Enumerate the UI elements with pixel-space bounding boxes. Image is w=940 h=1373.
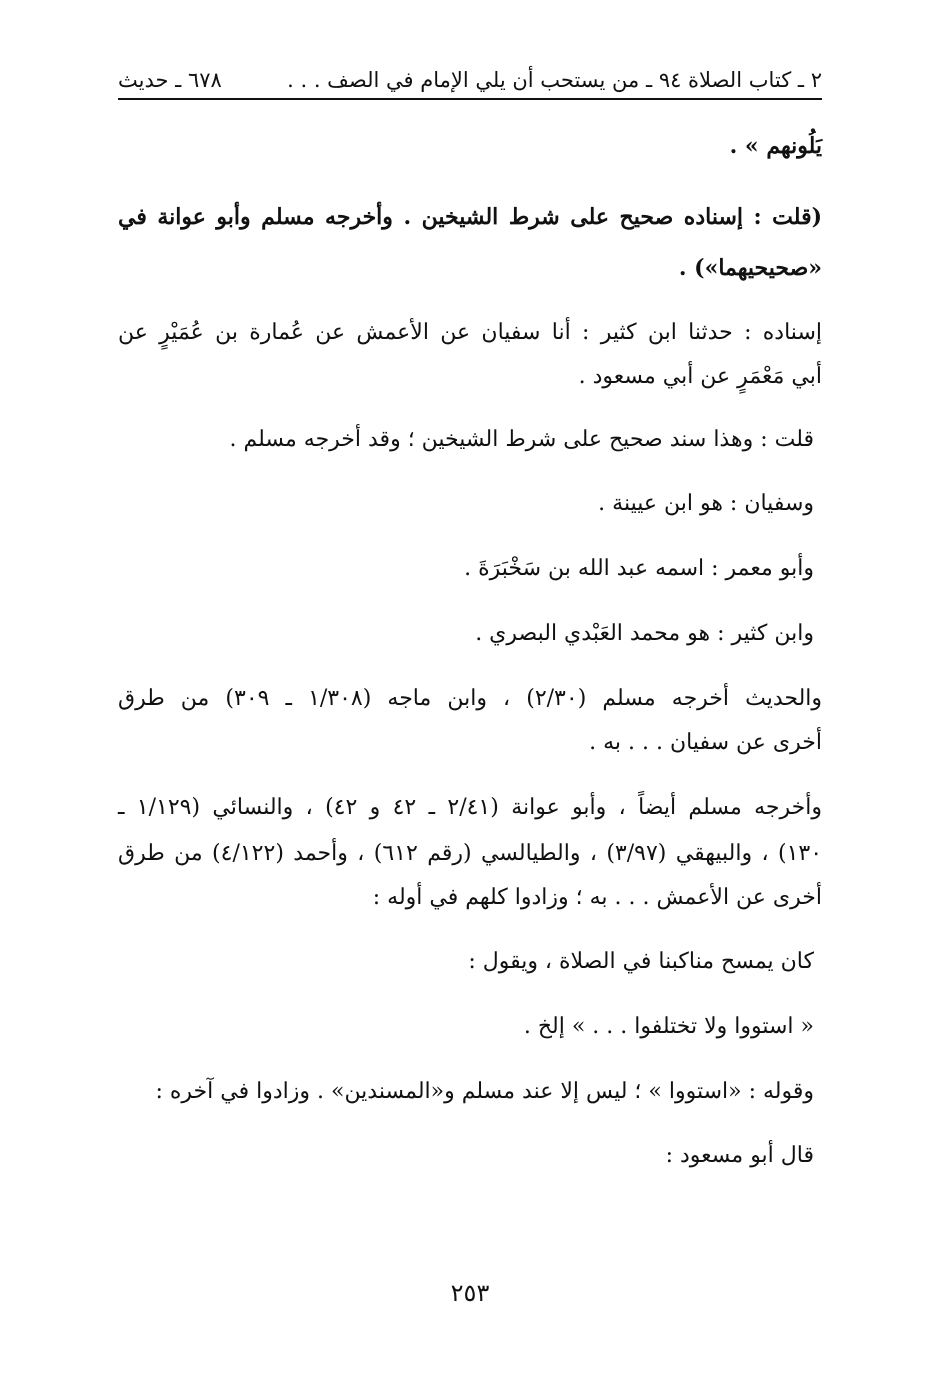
text-line-takhrij: وأخرجه مسلم أيضاً ، وأبو عوانة (٢/٤١ ـ ٤٢ و ٤٢) ، والنسائي (١/١٢٩ ـ [118, 795, 822, 820]
text-line-addition: كان يمسح مناكبنا في الصلاة ، ويقول : [468, 949, 814, 974]
text-line-takhrij: ١٣٠) ، والبيهقي (٣/٩٧) ، والطيالسي (رقم ٦١٢) ، وأحمد (٤/١٢٢) من طرق [118, 841, 823, 866]
text-line-isnad: إسناده : حدثنا ابن كثير : أنا سفيان عن الأعمش عن عُمارة بن عُمَيْرٍ عن [118, 320, 822, 345]
text-line-takhrij: أخرى عن سفيان . . . به . [589, 730, 822, 755]
text-line-note: وسفيان : هو ابن عيينة . [598, 491, 814, 516]
running-head-hadith-number: ٦٧٨ ـ حديث [118, 68, 222, 92]
text-line-continuation: يَلُونهم » . [729, 133, 822, 159]
text-line-takhrij: أخرى عن الأعمش . . . به ؛ وزادوا كلهم في أوله : [372, 885, 822, 910]
text-line-note: وأبو معمر : اسمه عبد الله بن سَخْبَرَةَ . [464, 556, 814, 581]
text-line-note: قلت : وهذا سند صحيح على شرط الشيخين ؛ وقد أخرجه مسلم . [229, 427, 814, 452]
text-line-note: وابن كثير : هو محمد العَبْدي البصري . [475, 621, 814, 646]
text-line-verdict: «صحيحيهما») . [678, 255, 822, 281]
text-line-isnad: أبي مَعْمَرٍ عن أبي مسعود . [578, 364, 822, 389]
running-head [118, 62, 822, 100]
text-line-addition: وقوله : «استووا » ؛ ليس إلا عند مسلم و«المسندين» . وزادوا في آخره : [155, 1079, 814, 1104]
text-line-verdict: (قلت : إسناده صحيح على شرط الشيخين . وأخرجه مسلم وأبو عوانة في [118, 204, 822, 230]
text-line-quote: « استووا ولا تختلفوا . . . » إلخ . [523, 1014, 814, 1039]
running-head-chapter: ٢ ـ كتاب الصلاة ٩٤ ـ من يستحب أن يلي الإمام في الصف . . . [287, 68, 822, 92]
text-line-addition: قال أبو مسعود : [665, 1143, 814, 1168]
page-number: ٢٥٣ [450, 1279, 490, 1307]
text-line-takhrij: والحديث أخرجه مسلم (٢/٣٠) ، وابن ماجه (١/٣٠٨ ـ ٣٠٩) من طرق [118, 686, 823, 711]
